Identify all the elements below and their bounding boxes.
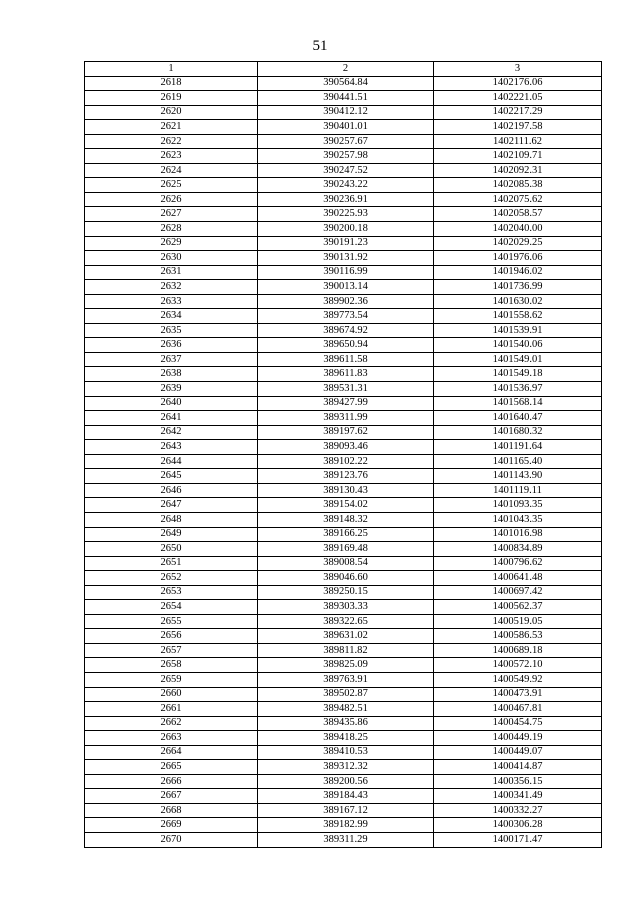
x-coordinate-cell: 389418.25 — [258, 731, 434, 746]
table-row — [85, 600, 602, 615]
y-coordinate-cell: 1400171.47 — [434, 832, 602, 847]
x-coordinate-cell: 390412.12 — [258, 105, 434, 120]
x-coordinate-cell: 389611.58 — [258, 352, 434, 367]
point-number-cell: 2620 — [85, 105, 258, 120]
table-row — [85, 76, 602, 91]
point-number-cell: 2651 — [85, 556, 258, 571]
y-coordinate-cell: 1402217.29 — [434, 105, 602, 120]
table-row — [85, 527, 602, 542]
x-coordinate-cell: 389502.87 — [258, 687, 434, 702]
table-row — [85, 803, 602, 818]
table-row — [85, 338, 602, 353]
point-number-cell: 2649 — [85, 527, 258, 542]
x-coordinate-cell: 389197.62 — [258, 425, 434, 440]
point-number-cell: 2659 — [85, 672, 258, 687]
x-coordinate-cell: 389311.99 — [258, 411, 434, 426]
y-coordinate-cell: 1400467.81 — [434, 702, 602, 717]
table-row — [85, 789, 602, 804]
table-row — [85, 367, 602, 382]
point-number-cell: 2661 — [85, 702, 258, 717]
point-number-cell: 2646 — [85, 483, 258, 498]
point-number-cell: 2641 — [85, 411, 258, 426]
table-row — [85, 454, 602, 469]
x-coordinate-cell: 389130.43 — [258, 483, 434, 498]
table-row — [85, 512, 602, 527]
y-coordinate-cell: 1400449.07 — [434, 745, 602, 760]
y-coordinate-cell: 1402040.00 — [434, 222, 602, 237]
x-coordinate-cell: 389650.94 — [258, 338, 434, 353]
table-row — [85, 280, 602, 295]
y-coordinate-cell: 1400796.62 — [434, 556, 602, 571]
point-number-cell: 2628 — [85, 222, 258, 237]
y-coordinate-cell: 1401640.47 — [434, 411, 602, 426]
y-coordinate-cell: 1402058.57 — [434, 207, 602, 222]
y-coordinate-cell: 1400586.53 — [434, 629, 602, 644]
y-coordinate-cell: 1400549.92 — [434, 672, 602, 687]
y-coordinate-cell: 1401119.11 — [434, 483, 602, 498]
point-number-cell: 2638 — [85, 367, 258, 382]
x-coordinate-cell: 389312.32 — [258, 760, 434, 775]
point-number-cell: 2629 — [85, 236, 258, 251]
table-row — [85, 585, 602, 600]
y-coordinate-cell: 1401976.06 — [434, 251, 602, 266]
point-number-cell: 2636 — [85, 338, 258, 353]
point-number-cell: 2653 — [85, 585, 258, 600]
y-coordinate-cell: 1400473.91 — [434, 687, 602, 702]
table-row — [85, 294, 602, 309]
point-number-cell: 2640 — [85, 396, 258, 411]
table-row — [85, 251, 602, 266]
table-row — [85, 731, 602, 746]
point-number-cell: 2631 — [85, 265, 258, 280]
y-coordinate-cell: 1400414.87 — [434, 760, 602, 775]
page-number: 51 — [312, 38, 328, 54]
table-row — [85, 236, 602, 251]
table-row — [85, 91, 602, 106]
y-coordinate-cell: 1401558.62 — [434, 309, 602, 324]
point-number-cell: 2632 — [85, 280, 258, 295]
point-number-cell: 2652 — [85, 571, 258, 586]
y-coordinate-cell: 1401630.02 — [434, 294, 602, 309]
point-number-cell: 2669 — [85, 818, 258, 833]
x-coordinate-cell: 389811.82 — [258, 643, 434, 658]
x-coordinate-cell: 390257.67 — [258, 134, 434, 149]
y-coordinate-cell: 1401568.14 — [434, 396, 602, 411]
point-number-cell: 2639 — [85, 382, 258, 397]
x-coordinate-cell: 389200.56 — [258, 774, 434, 789]
x-coordinate-cell: 390401.01 — [258, 120, 434, 135]
point-number-cell: 2663 — [85, 731, 258, 746]
point-number-cell: 2664 — [85, 745, 258, 760]
table-row — [85, 265, 602, 280]
x-coordinate-cell: 389102.22 — [258, 454, 434, 469]
y-coordinate-cell: 1400562.37 — [434, 600, 602, 615]
point-number-cell: 2655 — [85, 614, 258, 629]
point-number-cell: 2665 — [85, 760, 258, 775]
y-coordinate-cell: 1400341.49 — [434, 789, 602, 804]
table-row — [85, 309, 602, 324]
y-coordinate-cell: 1402221.05 — [434, 91, 602, 106]
point-number-cell: 2635 — [85, 323, 258, 338]
point-number-cell: 2621 — [85, 120, 258, 135]
table-row — [85, 149, 602, 164]
y-coordinate-cell: 1400697.42 — [434, 585, 602, 600]
table-row — [85, 411, 602, 426]
x-coordinate-cell: 390191.23 — [258, 236, 434, 251]
y-coordinate-cell: 1402085.38 — [434, 178, 602, 193]
table-row — [85, 207, 602, 222]
point-number-cell: 2666 — [85, 774, 258, 789]
x-coordinate-cell: 389166.25 — [258, 527, 434, 542]
x-coordinate-cell: 389123.76 — [258, 469, 434, 484]
y-coordinate-cell: 1401549.18 — [434, 367, 602, 382]
table-row — [85, 716, 602, 731]
x-coordinate-cell: 389631.02 — [258, 629, 434, 644]
x-coordinate-cell: 390116.99 — [258, 265, 434, 280]
x-coordinate-cell: 389303.33 — [258, 600, 434, 615]
table-row — [85, 760, 602, 775]
x-coordinate-cell: 389167.12 — [258, 803, 434, 818]
table-row — [85, 614, 602, 629]
table-row — [85, 498, 602, 513]
x-coordinate-cell: 389611.83 — [258, 367, 434, 382]
x-coordinate-cell: 390441.51 — [258, 91, 434, 106]
point-number-cell: 2670 — [85, 832, 258, 847]
column-header-2: 2 — [258, 62, 434, 77]
point-number-cell: 2667 — [85, 789, 258, 804]
table-row — [85, 745, 602, 760]
x-coordinate-cell: 389531.31 — [258, 382, 434, 397]
y-coordinate-cell: 1401549.01 — [434, 352, 602, 367]
point-number-cell: 2624 — [85, 163, 258, 178]
y-coordinate-cell: 1402111.62 — [434, 134, 602, 149]
y-coordinate-cell: 1400332.27 — [434, 803, 602, 818]
point-number-cell: 2642 — [85, 425, 258, 440]
table-row — [85, 352, 602, 367]
x-coordinate-cell: 390013.14 — [258, 280, 434, 295]
table-row — [85, 818, 602, 833]
point-number-cell: 2656 — [85, 629, 258, 644]
table-row — [85, 702, 602, 717]
point-number-cell: 2644 — [85, 454, 258, 469]
point-number-cell: 2650 — [85, 542, 258, 557]
point-number-cell: 2625 — [85, 178, 258, 193]
point-number-cell: 2643 — [85, 440, 258, 455]
x-coordinate-cell: 390236.91 — [258, 192, 434, 207]
x-coordinate-cell: 389250.15 — [258, 585, 434, 600]
table-row — [85, 105, 602, 120]
point-number-cell: 2634 — [85, 309, 258, 324]
point-number-cell: 2657 — [85, 643, 258, 658]
table-row — [85, 323, 602, 338]
point-number-cell: 2662 — [85, 716, 258, 731]
y-coordinate-cell: 1401165.40 — [434, 454, 602, 469]
x-coordinate-cell: 389311.29 — [258, 832, 434, 847]
y-coordinate-cell: 1401043.35 — [434, 512, 602, 527]
y-coordinate-cell: 1400641.48 — [434, 571, 602, 586]
point-number-cell: 2658 — [85, 658, 258, 673]
table-row — [85, 643, 602, 658]
y-coordinate-cell: 1401680.32 — [434, 425, 602, 440]
point-number-cell: 2623 — [85, 149, 258, 164]
table-row — [85, 440, 602, 455]
table-row — [85, 469, 602, 484]
table-row — [85, 425, 602, 440]
x-coordinate-cell: 389182.99 — [258, 818, 434, 833]
point-number-cell: 2619 — [85, 91, 258, 106]
point-number-cell: 2622 — [85, 134, 258, 149]
table-body — [85, 76, 602, 847]
table-row — [85, 483, 602, 498]
table-row — [85, 571, 602, 586]
x-coordinate-cell: 389825.09 — [258, 658, 434, 673]
table-row — [85, 178, 602, 193]
y-coordinate-cell: 1401540.06 — [434, 338, 602, 353]
y-coordinate-cell: 1401736.99 — [434, 280, 602, 295]
table-row — [85, 556, 602, 571]
x-coordinate-cell: 389046.60 — [258, 571, 434, 586]
header-row — [85, 62, 602, 77]
x-coordinate-cell: 389773.54 — [258, 309, 434, 324]
y-coordinate-cell: 1402092.31 — [434, 163, 602, 178]
y-coordinate-cell: 1401143.90 — [434, 469, 602, 484]
table-row — [85, 774, 602, 789]
table-row — [85, 629, 602, 644]
table-row — [85, 382, 602, 397]
point-number-cell: 2648 — [85, 512, 258, 527]
x-coordinate-cell: 389674.92 — [258, 323, 434, 338]
x-coordinate-cell: 390243.22 — [258, 178, 434, 193]
x-coordinate-cell: 390225.93 — [258, 207, 434, 222]
y-coordinate-cell: 1401093.35 — [434, 498, 602, 513]
point-number-cell: 2630 — [85, 251, 258, 266]
x-coordinate-cell: 390131.92 — [258, 251, 434, 266]
table-row — [85, 658, 602, 673]
x-coordinate-cell: 389008.54 — [258, 556, 434, 571]
y-coordinate-cell: 1402176.06 — [434, 76, 602, 91]
point-number-cell: 2668 — [85, 803, 258, 818]
x-coordinate-cell: 389184.43 — [258, 789, 434, 804]
table-row — [85, 222, 602, 237]
point-number-cell: 2647 — [85, 498, 258, 513]
y-coordinate-cell: 1402197.58 — [434, 120, 602, 135]
y-coordinate-cell: 1402109.71 — [434, 149, 602, 164]
y-coordinate-cell: 1400306.28 — [434, 818, 602, 833]
point-number-cell: 2627 — [85, 207, 258, 222]
point-number-cell: 2660 — [85, 687, 258, 702]
y-coordinate-cell: 1401536.97 — [434, 382, 602, 397]
table-row — [85, 832, 602, 847]
x-coordinate-cell: 389410.53 — [258, 745, 434, 760]
x-coordinate-cell: 389148.32 — [258, 512, 434, 527]
x-coordinate-cell: 389435.86 — [258, 716, 434, 731]
x-coordinate-cell: 389093.46 — [258, 440, 434, 455]
y-coordinate-cell: 1402075.62 — [434, 192, 602, 207]
x-coordinate-cell: 389482.51 — [258, 702, 434, 717]
table-row — [85, 687, 602, 702]
y-coordinate-cell: 1400689.18 — [434, 643, 602, 658]
y-coordinate-cell: 1400519.05 — [434, 614, 602, 629]
x-coordinate-cell: 389322.65 — [258, 614, 434, 629]
point-number-cell: 2645 — [85, 469, 258, 484]
table-row — [85, 396, 602, 411]
table-header — [85, 62, 602, 77]
y-coordinate-cell: 1400834.89 — [434, 542, 602, 557]
x-coordinate-cell: 389427.99 — [258, 396, 434, 411]
y-coordinate-cell: 1401191.64 — [434, 440, 602, 455]
y-coordinate-cell: 1400572.10 — [434, 658, 602, 673]
point-number-cell: 2637 — [85, 352, 258, 367]
x-coordinate-cell: 390257.98 — [258, 149, 434, 164]
y-coordinate-cell: 1402029.25 — [434, 236, 602, 251]
point-number-cell: 2618 — [85, 76, 258, 91]
x-coordinate-cell: 390247.52 — [258, 163, 434, 178]
y-coordinate-cell: 1400454.75 — [434, 716, 602, 731]
point-number-cell: 2654 — [85, 600, 258, 615]
point-number-cell: 2626 — [85, 192, 258, 207]
table-row — [85, 120, 602, 135]
table-row — [85, 192, 602, 207]
table-row — [85, 672, 602, 687]
y-coordinate-cell: 1401946.02 — [434, 265, 602, 280]
table-row — [85, 134, 602, 149]
x-coordinate-cell: 389763.91 — [258, 672, 434, 687]
table-row — [85, 163, 602, 178]
y-coordinate-cell: 1401539.91 — [434, 323, 602, 338]
x-coordinate-cell: 390564.84 — [258, 76, 434, 91]
y-coordinate-cell: 1400356.15 — [434, 774, 602, 789]
point-number-cell: 2633 — [85, 294, 258, 309]
x-coordinate-cell: 389154.02 — [258, 498, 434, 513]
x-coordinate-cell: 390200.18 — [258, 222, 434, 237]
column-header-3: 3 — [434, 62, 602, 77]
y-coordinate-cell: 1401016.98 — [434, 527, 602, 542]
x-coordinate-cell: 389169.48 — [258, 542, 434, 557]
y-coordinate-cell: 1400449.19 — [434, 731, 602, 746]
coordinates-table — [84, 61, 602, 848]
table-row — [85, 542, 602, 557]
column-header-1: 1 — [85, 62, 258, 77]
x-coordinate-cell: 389902.36 — [258, 294, 434, 309]
